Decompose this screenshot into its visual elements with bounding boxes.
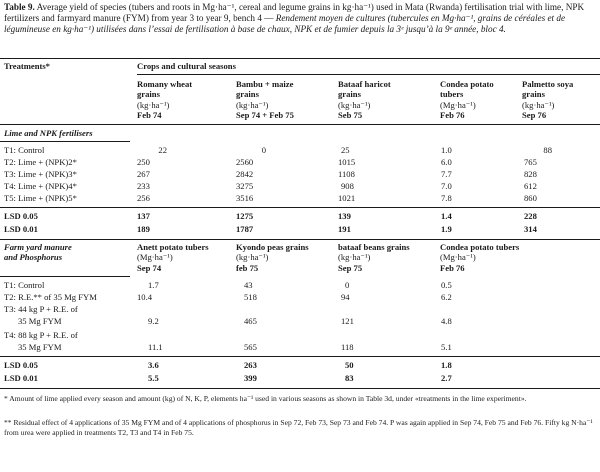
col-2-unit: (kg·ha⁻¹) (236, 99, 269, 110)
lsd-row (0, 211, 600, 222)
cell: 612 (524, 181, 537, 191)
cell: 7.0 (441, 181, 452, 191)
row-label: T3: 44 kg P + R.E. of (4, 304, 78, 314)
section2-top-rule (0, 239, 600, 240)
cell: 1275 (236, 211, 254, 221)
cell: 189 (137, 224, 150, 234)
table-row (0, 169, 600, 180)
cell: 1021 (338, 193, 356, 203)
cell: 1.8 (441, 360, 452, 370)
cell: 191 (338, 224, 351, 234)
col-1-name: Romany wheat (137, 79, 193, 89)
cell: 2842 (236, 169, 254, 179)
row-label-cont: 35 Mg FYM (18, 316, 62, 326)
cell: 50 (345, 360, 354, 370)
table-row (0, 280, 600, 291)
s2-col-2-name: Kyondo peas grains (236, 242, 309, 252)
col-3-type: grains (338, 89, 361, 100)
section1-title-rule (0, 141, 130, 142)
cell: 121 (341, 316, 354, 326)
cell: 1015 (338, 157, 356, 167)
s2-col-header-3 (338, 242, 410, 273)
cell: 1.0 (441, 145, 452, 155)
footnote-1: * Amount of lime applied every season and amount (kg) of N, K, P, elements ha⁻¹ used in various seasons as shown in Table 3d, under «treatments in the lime experiment». (4, 394, 527, 403)
lsd-row (0, 224, 600, 235)
table-label: Table 9. (4, 2, 35, 12)
table-row (0, 316, 600, 327)
cell: 5.1 (441, 342, 452, 352)
row-label: T1: Control (4, 145, 45, 155)
cell: 828 (524, 169, 537, 179)
col-2-type: grains (236, 89, 259, 100)
table-row (0, 193, 600, 204)
section2-title-rule (0, 276, 130, 277)
cell: 7.7 (441, 169, 452, 179)
cell: 314 (524, 224, 537, 234)
col-header-4 (440, 79, 494, 121)
lsd-row (0, 360, 600, 371)
cell: 10.4 (137, 292, 153, 302)
col-2-name: Bambu + maize (236, 79, 294, 89)
row-label: T5: Lime + (NPK)5* (4, 193, 77, 203)
cell: 3516 (236, 193, 254, 203)
cell: 22 (158, 145, 167, 155)
cell: 0 (261, 145, 266, 155)
section2-title-line2: and Phosphorus (4, 252, 63, 263)
row-label-cont: 35 Mg FYM (18, 342, 62, 352)
lsd-row (0, 373, 600, 384)
table-row (0, 181, 600, 192)
cell: 25 (341, 145, 350, 155)
row-label: LSD 0.01 (4, 373, 38, 383)
col-4-season: Feb 76 (440, 110, 465, 121)
cell: 0 (345, 280, 350, 290)
cell: 1787 (236, 224, 254, 234)
col-5-type: grains (522, 89, 545, 100)
section2-lsd-rule (0, 356, 600, 357)
s2-col-2-season: feb 75 (236, 262, 259, 273)
row-label: LSD 0.01 (4, 224, 38, 234)
row-label: LSD 0.05 (4, 360, 38, 370)
cell: 139 (338, 211, 351, 221)
cell: 88 (543, 145, 552, 155)
crops-header-rule (137, 74, 600, 75)
caption-text-fr: Rendement moyen de cultures (tubercules en Mg·ha⁻¹, grains de céréales et de légumineuse en kg·ha⁻¹) utilisées dans l’essai de fertilisation à base de chaux, NPK et de fumier depuis la 3ᵉ jusqu’à la 9ᵉ année, bloc 4. (4, 12, 566, 34)
cell: 860 (524, 193, 537, 203)
cell: 2.7 (441, 373, 452, 383)
cell: 1.4 (441, 211, 452, 221)
section1-lsd-rule (0, 207, 600, 208)
cell: 765 (524, 157, 537, 167)
cell: 137 (137, 211, 150, 221)
col-1-season: Feb 74 (137, 110, 162, 121)
header-bottom-rule (0, 124, 600, 125)
cell: 118 (341, 342, 354, 352)
treatments-header: Treatments* (4, 61, 50, 71)
col-header-3 (338, 79, 391, 121)
section2-title-line1: Farm yard manure (4, 242, 72, 252)
col-1-type: grains (137, 89, 160, 100)
table-caption (4, 2, 596, 35)
cell: 94 (341, 292, 350, 302)
s2-col-header-4 (440, 242, 519, 273)
bottom-rule (0, 388, 600, 389)
table-row (0, 330, 600, 341)
cell: 233 (137, 181, 150, 191)
col-4-name: Condea potato (440, 79, 494, 89)
cell: 465 (244, 316, 257, 326)
cell: 3275 (236, 181, 254, 191)
table-row (0, 342, 600, 353)
row-label: T4: Lime + (NPK)4* (4, 181, 77, 191)
col-5-season: Sep 76 (522, 110, 547, 121)
col-3-name: Bataaf haricot (338, 79, 391, 89)
cell: 43 (244, 280, 253, 290)
col-3-season: Seb 75 (338, 110, 363, 121)
s2-col-4-unit: (Mg·ha⁻¹) (440, 252, 476, 263)
col-2-season: Sep 74 + Feb 75 (236, 110, 294, 121)
cell: 3.6 (148, 360, 159, 370)
cell: 565 (244, 342, 257, 352)
s2-col-1-name: Anett potato tubers (137, 242, 209, 252)
col-4-type: tubers (440, 89, 464, 100)
s2-col-header-1 (137, 242, 209, 273)
cell: 518 (244, 292, 257, 302)
footnote-2: ** Residual effect of 4 applications of 35 Mg FYM and of 4 applications of phosphorus in Sep 72, Feb 73, Sep 73 and Feb 74. P was again applied in Sep 74, Feb 75 and Feb 76. Fifty kg N·ha⁻¹ from urea were applied in treatments T2, T3 and T4 in Feb 75. (4, 418, 593, 437)
col-4-unit: (Mg·ha⁻¹) (440, 99, 476, 110)
section2-title (4, 242, 72, 263)
s2-col-4-season: Feb 76 (440, 262, 465, 273)
row-label: LSD 0.05 (4, 211, 38, 221)
cell: 908 (341, 181, 354, 191)
col-header-5 (522, 79, 573, 121)
cell: 228 (524, 211, 537, 221)
s2-col-1-unit: (Mg·ha⁻¹) (137, 252, 173, 263)
cell: 1.9 (441, 224, 452, 234)
row-label: T1: Control (4, 280, 45, 290)
caption-text-en: Average yield of species (tubers and roots in Mg·ha⁻¹, cereal and legume grains in kg·ha⁻¹) used in Mata (Rwanda) fertilisation trial with lime, NPK fertilizers and farmyard manure (FYM) from year 3 to year 9, bench 4 — (4, 2, 585, 23)
s2-col-header-2 (236, 242, 309, 273)
col-1-unit: (kg·ha⁻¹) (137, 99, 170, 110)
cell: 0.5 (441, 280, 452, 290)
col-3-unit: (kg·ha⁻¹) (338, 99, 371, 110)
row-label: T4: 88 kg P + R.E. of (4, 330, 78, 340)
cell: 1108 (338, 169, 355, 179)
cell: 1.7 (148, 280, 159, 290)
cell: 267 (137, 169, 150, 179)
cell: 11.1 (148, 342, 163, 352)
cell: 399 (244, 373, 257, 383)
s2-col-4-name: Condea potato tubers (440, 242, 520, 252)
cell: 9.2 (148, 316, 159, 326)
table-row (0, 292, 600, 303)
cell: 2560 (236, 157, 254, 167)
table-row (0, 145, 600, 156)
s2-col-3-season: Sep 75 (338, 262, 363, 273)
cell: 83 (345, 373, 354, 383)
top-rule (0, 58, 600, 59)
cell: 4.8 (441, 316, 452, 326)
section1-title: Lime and NPK fertilisers (4, 128, 93, 138)
table-row (0, 157, 600, 168)
s2-col-3-name: bataaf beans grains (338, 242, 410, 252)
cell: 263 (244, 360, 257, 370)
cell: 256 (137, 193, 150, 203)
cell: 6.0 (441, 157, 452, 167)
cell: 250 (137, 157, 150, 167)
cell: 7.8 (441, 193, 452, 203)
col-5-name: Palmetto soya (522, 79, 574, 89)
row-label: T3: Lime + (NPK)3* (4, 169, 77, 179)
cell: 5.5 (148, 373, 159, 383)
cell: 6.2 (441, 292, 452, 302)
s2-col-2-unit: (kg·ha⁻¹) (236, 252, 269, 263)
col-header-2 (236, 79, 294, 121)
crops-header: Crops and cultural seasons (137, 61, 236, 71)
s2-col-1-season: Sep 74 (137, 262, 162, 273)
col-header-1 (137, 79, 192, 121)
row-label: T2: R.E.** of 35 Mg FYM (4, 292, 97, 302)
table-row (0, 304, 600, 315)
row-label: T2: Lime + (NPK)2* (4, 157, 77, 167)
col-5-unit: (kg·ha⁻¹) (522, 99, 555, 110)
s2-col-3-unit: (kg·ha⁻¹) (338, 252, 371, 263)
